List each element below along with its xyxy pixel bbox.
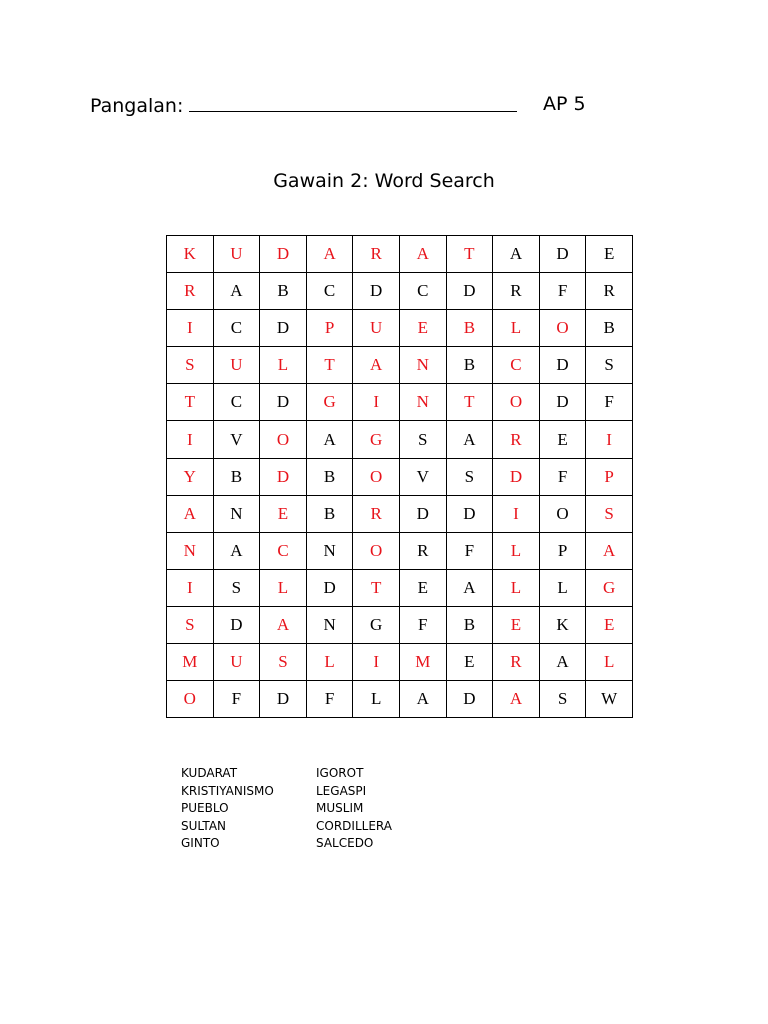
grid-cell[interactable]: B [586, 310, 633, 347]
grid-cell[interactable]: S [586, 495, 633, 532]
grid-cell[interactable]: U [213, 644, 260, 681]
grid-cell[interactable]: F [446, 532, 493, 569]
grid-cell[interactable]: D [446, 681, 493, 718]
grid-cell[interactable]: D [539, 347, 586, 384]
grid-cell[interactable]: G [353, 606, 400, 643]
grid-cell[interactable]: B [446, 310, 493, 347]
grid-cell[interactable]: D [306, 569, 353, 606]
grid-cell[interactable]: E [260, 495, 307, 532]
grid-cell[interactable]: A [306, 421, 353, 458]
grid-row [167, 347, 633, 384]
grid-cell[interactable]: P [586, 458, 633, 495]
grid-cell[interactable]: I [493, 495, 540, 532]
grid-cell[interactable]: G [353, 421, 400, 458]
grid-cell[interactable]: C [399, 273, 446, 310]
grid-cell[interactable]: O [260, 421, 307, 458]
grid-cell[interactable]: K [167, 236, 214, 273]
grid-cell[interactable]: D [539, 384, 586, 421]
grid-cell[interactable]: L [493, 310, 540, 347]
grid-cell[interactable]: N [399, 347, 446, 384]
grid-cell[interactable]: L [539, 569, 586, 606]
grid-row [167, 384, 633, 421]
grid-cell[interactable]: A [353, 347, 400, 384]
grid-cell[interactable]: L [306, 644, 353, 681]
grid-cell[interactable]: N [306, 532, 353, 569]
grid-cell[interactable]: N [306, 606, 353, 643]
grid-cell[interactable]: D [446, 495, 493, 532]
grid-cell[interactable]: N [167, 532, 214, 569]
grid-cell[interactable]: F [399, 606, 446, 643]
grid-row [167, 569, 633, 606]
grid-cell[interactable]: S [399, 421, 446, 458]
grid-cell[interactable]: L [260, 569, 307, 606]
grid-row [167, 644, 633, 681]
grid-cell[interactable]: C [493, 347, 540, 384]
grid-cell[interactable]: D [260, 458, 307, 495]
grid-cell[interactable]: U [213, 236, 260, 273]
grid-cell[interactable]: D [446, 273, 493, 310]
grid-cell[interactable]: A [446, 569, 493, 606]
grid-cell[interactable]: S [260, 644, 307, 681]
grid-cell[interactable]: T [353, 569, 400, 606]
grid-row [167, 273, 633, 310]
grid-cell[interactable]: B [260, 273, 307, 310]
grid-cell[interactable]: T [306, 347, 353, 384]
grid-cell[interactable]: R [399, 532, 446, 569]
grid-cell[interactable]: D [353, 273, 400, 310]
grid-cell[interactable]: M [167, 644, 214, 681]
name-label: Pangalan: [90, 95, 184, 117]
word-list-item: GINTO [181, 836, 220, 850]
grid-cell[interactable]: Y [167, 458, 214, 495]
grid-cell[interactable]: I [353, 644, 400, 681]
word-list-item: KUDARAT [181, 766, 238, 780]
grid-cell[interactable]: I [167, 310, 214, 347]
grid-cell[interactable]: C [306, 273, 353, 310]
word-list-column-2 [316, 765, 392, 853]
grid-cell[interactable]: D [260, 384, 307, 421]
grid-cell[interactable]: E [586, 236, 633, 273]
grid-cell[interactable]: E [586, 606, 633, 643]
grid-cell[interactable]: D [260, 236, 307, 273]
grid-cell[interactable]: E [446, 644, 493, 681]
grid-cell[interactable]: F [306, 681, 353, 718]
grid-cell[interactable]: S [446, 458, 493, 495]
grid-cell[interactable]: I [167, 421, 214, 458]
grid-cell[interactable]: O [353, 532, 400, 569]
grid-cell[interactable]: R [353, 495, 400, 532]
grid-cell[interactable]: B [306, 495, 353, 532]
word-list-item: SALCEDO [316, 836, 374, 850]
grid-cell[interactable]: F [213, 681, 260, 718]
grid-cell[interactable]: C [213, 310, 260, 347]
word-list-item: MUSLIM [316, 801, 364, 815]
name-blank-line[interactable] [189, 93, 517, 112]
grid-cell[interactable]: P [306, 310, 353, 347]
grid-row [167, 421, 633, 458]
grid-cell[interactable]: D [493, 458, 540, 495]
grid-cell[interactable]: S [167, 347, 214, 384]
grid-cell[interactable]: V [399, 458, 446, 495]
subject-label: AP 5 [543, 93, 586, 115]
grid-cell[interactable]: G [586, 569, 633, 606]
grid-cell[interactable]: T [167, 384, 214, 421]
grid-cell[interactable]: O [539, 310, 586, 347]
grid-cell[interactable]: A [446, 421, 493, 458]
grid-cell[interactable]: O [539, 495, 586, 532]
grid-cell[interactable]: T [446, 236, 493, 273]
grid-cell[interactable]: I [353, 384, 400, 421]
grid-cell[interactable]: L [493, 569, 540, 606]
word-list-item: PUEBLO [181, 801, 229, 815]
grid-cell[interactable]: I [167, 569, 214, 606]
grid-row [167, 606, 633, 643]
grid-cell[interactable]: L [493, 532, 540, 569]
grid-cell[interactable]: R [493, 421, 540, 458]
grid-cell[interactable]: L [586, 644, 633, 681]
grid-cell[interactable]: O [493, 384, 540, 421]
grid-cell[interactable]: E [399, 569, 446, 606]
grid-cell[interactable]: A [493, 236, 540, 273]
word-list-item: KRISTIYANISMO [181, 783, 274, 798]
grid-cell[interactable]: S [213, 569, 260, 606]
grid-row [167, 495, 633, 532]
grid-cell[interactable]: S [539, 681, 586, 718]
grid-cell[interactable]: D [260, 310, 307, 347]
grid-cell[interactable]: L [260, 347, 307, 384]
grid-row [167, 681, 633, 718]
grid-cell[interactable]: A [586, 532, 633, 569]
grid-cell[interactable]: C [213, 384, 260, 421]
grid-cell[interactable]: B [446, 606, 493, 643]
grid-cell[interactable]: O [353, 458, 400, 495]
grid-cell[interactable]: A [493, 681, 540, 718]
word-list-item: CORDILLERA [316, 818, 392, 833]
grid-cell[interactable]: B [213, 458, 260, 495]
grid-cell[interactable]: F [539, 458, 586, 495]
grid-cell[interactable]: T [446, 384, 493, 421]
grid-cell[interactable]: D [539, 236, 586, 273]
grid-row [167, 236, 633, 273]
grid-cell[interactable]: S [167, 606, 214, 643]
grid-cell[interactable]: N [399, 384, 446, 421]
grid-cell[interactable]: B [306, 458, 353, 495]
grid-cell[interactable]: M [399, 644, 446, 681]
grid-cell[interactable]: C [260, 532, 307, 569]
grid-cell[interactable]: R [353, 236, 400, 273]
grid-cell[interactable]: A [539, 644, 586, 681]
grid-cell[interactable]: N [213, 495, 260, 532]
grid-cell[interactable]: E [539, 421, 586, 458]
grid-cell[interactable]: A [213, 532, 260, 569]
grid-cell[interactable]: D [260, 681, 307, 718]
grid-cell[interactable]: R [493, 273, 540, 310]
page-title: Gawain 2: Word Search [273, 170, 495, 192]
name-field [90, 93, 517, 117]
word-list-item: SULTAN [181, 818, 227, 833]
word-list-item: IGOROT [316, 766, 364, 780]
grid-cell[interactable]: A [213, 273, 260, 310]
grid-cell[interactable]: O [167, 681, 214, 718]
word-search-grid [166, 235, 633, 718]
word-list-column-1 [181, 765, 274, 853]
grid-cell[interactable]: R [493, 644, 540, 681]
grid-cell[interactable]: V [213, 421, 260, 458]
grid-cell[interactable]: A [306, 236, 353, 273]
grid-cell[interactable]: F [539, 273, 586, 310]
grid-cell[interactable]: R [167, 273, 214, 310]
grid-cell[interactable]: A [399, 236, 446, 273]
grid-cell[interactable]: G [306, 384, 353, 421]
grid-cell[interactable]: U [213, 347, 260, 384]
grid-cell[interactable]: K [539, 606, 586, 643]
grid-row [167, 458, 633, 495]
grid-cell[interactable]: W [586, 681, 633, 718]
grid-cell[interactable]: A [260, 606, 307, 643]
grid-cell[interactable]: E [493, 606, 540, 643]
grid-cell[interactable]: R [586, 273, 633, 310]
grid-cell[interactable]: F [586, 384, 633, 421]
grid-cell[interactable]: A [167, 495, 214, 532]
word-list-item: LEGASPI [316, 783, 367, 798]
grid-row [167, 532, 633, 569]
grid-row [167, 310, 633, 347]
grid-cell[interactable]: U [353, 310, 400, 347]
grid-cell[interactable]: D [213, 606, 260, 643]
grid-cell[interactable]: A [399, 681, 446, 718]
grid-cell[interactable]: E [399, 310, 446, 347]
grid-cell[interactable]: L [353, 681, 400, 718]
grid-cell[interactable]: I [586, 421, 633, 458]
grid-cell[interactable]: D [399, 495, 446, 532]
grid-cell[interactable]: P [539, 532, 586, 569]
grid-cell[interactable]: B [446, 347, 493, 384]
grid-cell[interactable]: S [586, 347, 633, 384]
